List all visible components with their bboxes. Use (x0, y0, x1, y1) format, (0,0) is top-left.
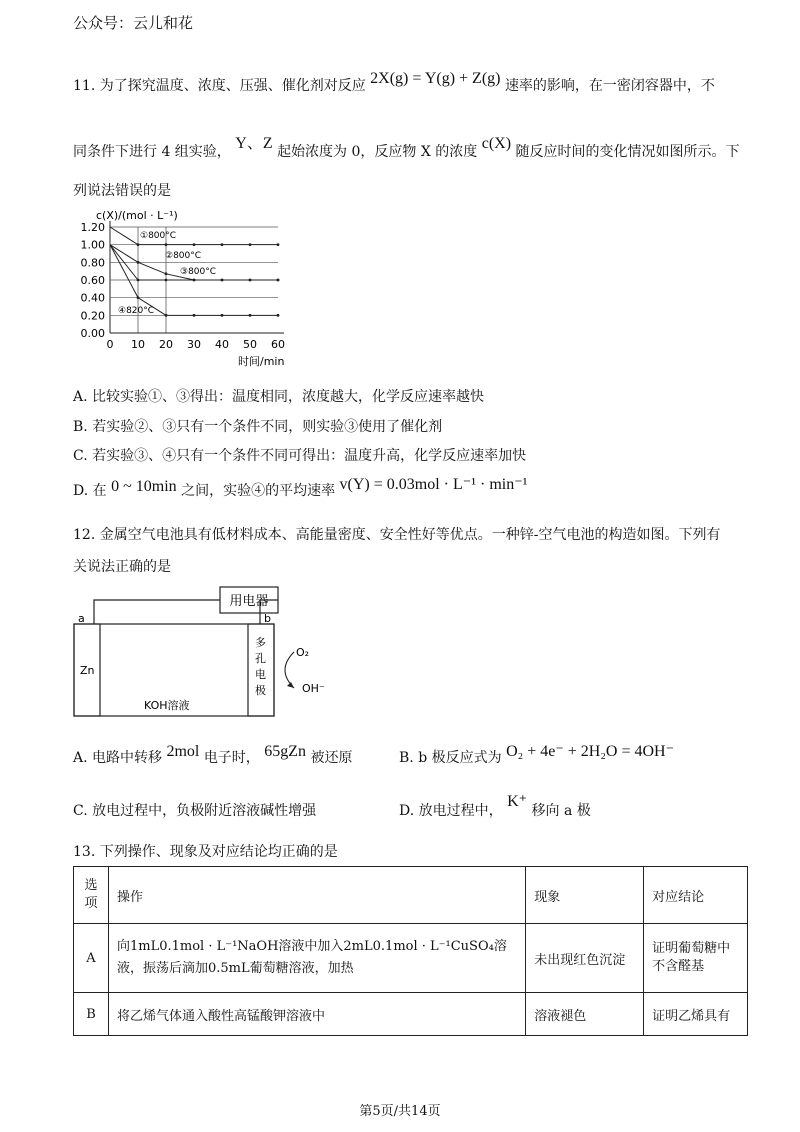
q11-option-d-eq: v(Y) = 0.03mol · L⁻¹ · min⁻¹ (339, 476, 528, 493)
q12-option-d-ion: K⁺ (507, 793, 528, 810)
row-a-conclusion-line2: 不含醛基 (652, 959, 705, 974)
chart-point (193, 314, 196, 317)
chart-point (165, 279, 168, 282)
chart-x-tick-label: 30 (187, 338, 201, 351)
header-phenomenon: 现象 (526, 867, 644, 924)
chart-y-tick-label: 0.60 (80, 274, 105, 287)
row-b-conclusion: 证明乙烯具有 (644, 993, 748, 1036)
q11-option-d (73, 476, 528, 500)
zn-label: Zn (80, 664, 95, 677)
table-row (74, 924, 748, 993)
row-a-conclusion (644, 924, 748, 993)
chart-x-tick-label: 0 (106, 338, 114, 351)
q11-option-c: C. 若实验③、④只有一个条件不同可得出：温度升高，化学反应速率加快 (73, 448, 527, 464)
chart-ylabel: c(X)/(mol · L⁻¹) (96, 209, 178, 222)
row-a-operation-line1: 向1mL0.1mol · L⁻¹NaOH溶液中加入2mL0.1mol · L⁻¹CuSO₄溶 (116, 939, 507, 954)
chart-point (193, 279, 196, 282)
q11-line2 (73, 135, 740, 161)
row-b-option: B (74, 993, 109, 1036)
row-a-phenomenon: 未出现红色沉淀 (526, 924, 644, 993)
q11-option-b: B. 若实验②、③只有一个条件不同，则实验③使用了催化剂 (73, 419, 443, 435)
q12-option-b-pre: B. b 极反应式为 (399, 750, 502, 766)
chart-point (165, 243, 168, 246)
chart-point (165, 272, 168, 275)
q11-reaction-equation: 2X(g) = Y(g) + Z(g) (370, 70, 501, 87)
q12-option-d-pre: D. 放电过程中， (399, 803, 503, 819)
q12-line1: 12. 金属空气电池具有低材料成本、高能量密度、安全性好等优点。一种锌-空气电池的构造如图。下列有 (73, 527, 721, 543)
chart-series-label: ①800°C (140, 231, 177, 241)
q11-concentration-chart (70, 205, 300, 370)
chart-x-tick-label: 20 (159, 338, 173, 351)
chart-point (221, 314, 224, 317)
chart-point (137, 279, 140, 282)
koh-label: KOH溶液 (144, 699, 190, 712)
table-header-row (74, 867, 748, 924)
chart-x-tick-label: 10 (131, 338, 145, 351)
chart-x-tick-label: 60 (271, 338, 285, 351)
q12-option-a-mid: 电子时， (203, 750, 260, 766)
table-row (74, 993, 748, 1036)
porous-electrode-char-2: 孔 (255, 652, 266, 665)
row-b-phenomenon: 溶液褪色 (526, 993, 644, 1036)
q11-option-d-pre: D. 在 (73, 483, 107, 499)
q11-yz: Y、Z (235, 135, 273, 152)
chart-series-line (110, 227, 278, 245)
q12-line2: 关说法正确的是 (73, 559, 171, 575)
q11-line1-pre: 11. 为了探究温度、浓度、压强、催化剂对反应 (73, 78, 366, 94)
q11-line3: 列说法错误的是 (73, 183, 171, 199)
chart-point (165, 314, 168, 317)
wire-a (94, 600, 220, 624)
chart-y-tick-label: 0.80 (80, 256, 105, 270)
q11-option-d-range: 0 ~ 10min (111, 478, 177, 495)
row-a-operation (108, 924, 525, 993)
chart-point (277, 314, 280, 317)
chart-series-label: ④820°C (118, 306, 155, 316)
q11-line2-a: 同条件下进行 4 组实验， (73, 144, 231, 160)
chart-ticks (81, 221, 286, 351)
chart-x-tick-label: 50 (243, 338, 257, 351)
q12-option-d-post: 移向 a 极 (531, 803, 591, 819)
chart-y-tick-label: 1.20 (80, 221, 105, 234)
q12-option-d (399, 793, 591, 820)
porous-electrode-char-1: 多 (255, 636, 266, 649)
chart-y-tick-label: 0.40 (80, 291, 105, 305)
q11-line2-b: 起始浓度为 0，反应物 X 的浓度 (277, 144, 478, 160)
page-footer: 第5页/共14页 (359, 1104, 441, 1119)
chart-x-tick-label: 40 (215, 338, 229, 351)
row-b-operation: 将乙烯气体通入酸性高锰酸钾溶液中 (108, 993, 525, 1036)
chart-point (137, 243, 140, 246)
chart-point (277, 279, 280, 282)
row-a-option: A (74, 924, 109, 993)
q12-option-c: C. 放电过程中，负极附近溶液碱性增强 (73, 803, 317, 819)
q11-line2-c: 随反应时间的变化情况如图所示。下 (515, 144, 740, 160)
page-header: 公众号：云儿和花 (73, 14, 194, 32)
chart-series-label: ②800°C (165, 251, 202, 261)
chart-point (221, 243, 224, 246)
porous-electrode-char-3: 电 (255, 668, 266, 681)
appliance-label: 用电器 (229, 594, 269, 609)
chart-point (137, 261, 140, 264)
header-conclusion: 对应结论 (644, 867, 748, 924)
label-a: a (78, 612, 85, 625)
chart-point (249, 314, 252, 317)
chart-y-tick-label: 0.20 (80, 309, 105, 323)
header-operation: 操作 (108, 867, 525, 924)
oh-label: OH⁻ (302, 682, 325, 695)
q11-line1-post: 速率的影响，在一密闭容器中，不 (504, 78, 715, 94)
q12-option-a (73, 743, 353, 767)
header-option: 选项 (74, 867, 109, 924)
q12-option-a-val2: 65gZn (264, 743, 307, 760)
reaction-arrow (285, 652, 294, 688)
q11-cx: c(X) (481, 135, 512, 152)
reaction-arrowhead (287, 682, 294, 688)
chart-point (249, 279, 252, 282)
o2-label: O₂ (296, 646, 310, 659)
q11-option-d-mid: 之间，实验④的平均速率 (181, 483, 336, 499)
label-b: b (264, 612, 271, 625)
zinc-air-battery-diagram (72, 582, 352, 722)
chart-point (193, 243, 196, 246)
q13-table (73, 866, 748, 1036)
q12-option-a-val1: 2mol (166, 743, 200, 760)
chart-series-label: ③800°C (180, 267, 217, 277)
chart-lines (110, 227, 279, 317)
chart-y-tick-label: 0.00 (80, 327, 105, 340)
chart-y-tick-label: 1.00 (80, 238, 105, 252)
chart-point (277, 243, 280, 246)
q12-option-a-pre: A. 电路中转移 (73, 750, 163, 766)
row-a-conclusion-line1: 证明葡萄糖中 (652, 941, 731, 956)
chart-point (249, 243, 252, 246)
chart-point (221, 279, 224, 282)
q12-option-b-eq: O₂ + 4e⁻ + 2H₂O = 4OH⁻ (506, 743, 675, 760)
row-a-operation-line2: 液，振荡后滴加0.5mL葡萄糖溶液，加热 (116, 961, 354, 976)
porous-electrode-char-4: 极 (255, 684, 266, 697)
q12-option-a-post: 被还原 (310, 750, 353, 766)
q12-option-b (399, 743, 675, 767)
q13-stem: 13. 下列操作、现象及对应结论均正确的是 (73, 844, 338, 860)
q11-line1 (73, 70, 715, 95)
chart-xlabel: 时间/min (238, 355, 285, 368)
q11-option-a: A. 比较实验①、③得出：温度相同，浓度越大，化学反应速率越快 (73, 389, 485, 405)
chart-point (137, 296, 140, 299)
